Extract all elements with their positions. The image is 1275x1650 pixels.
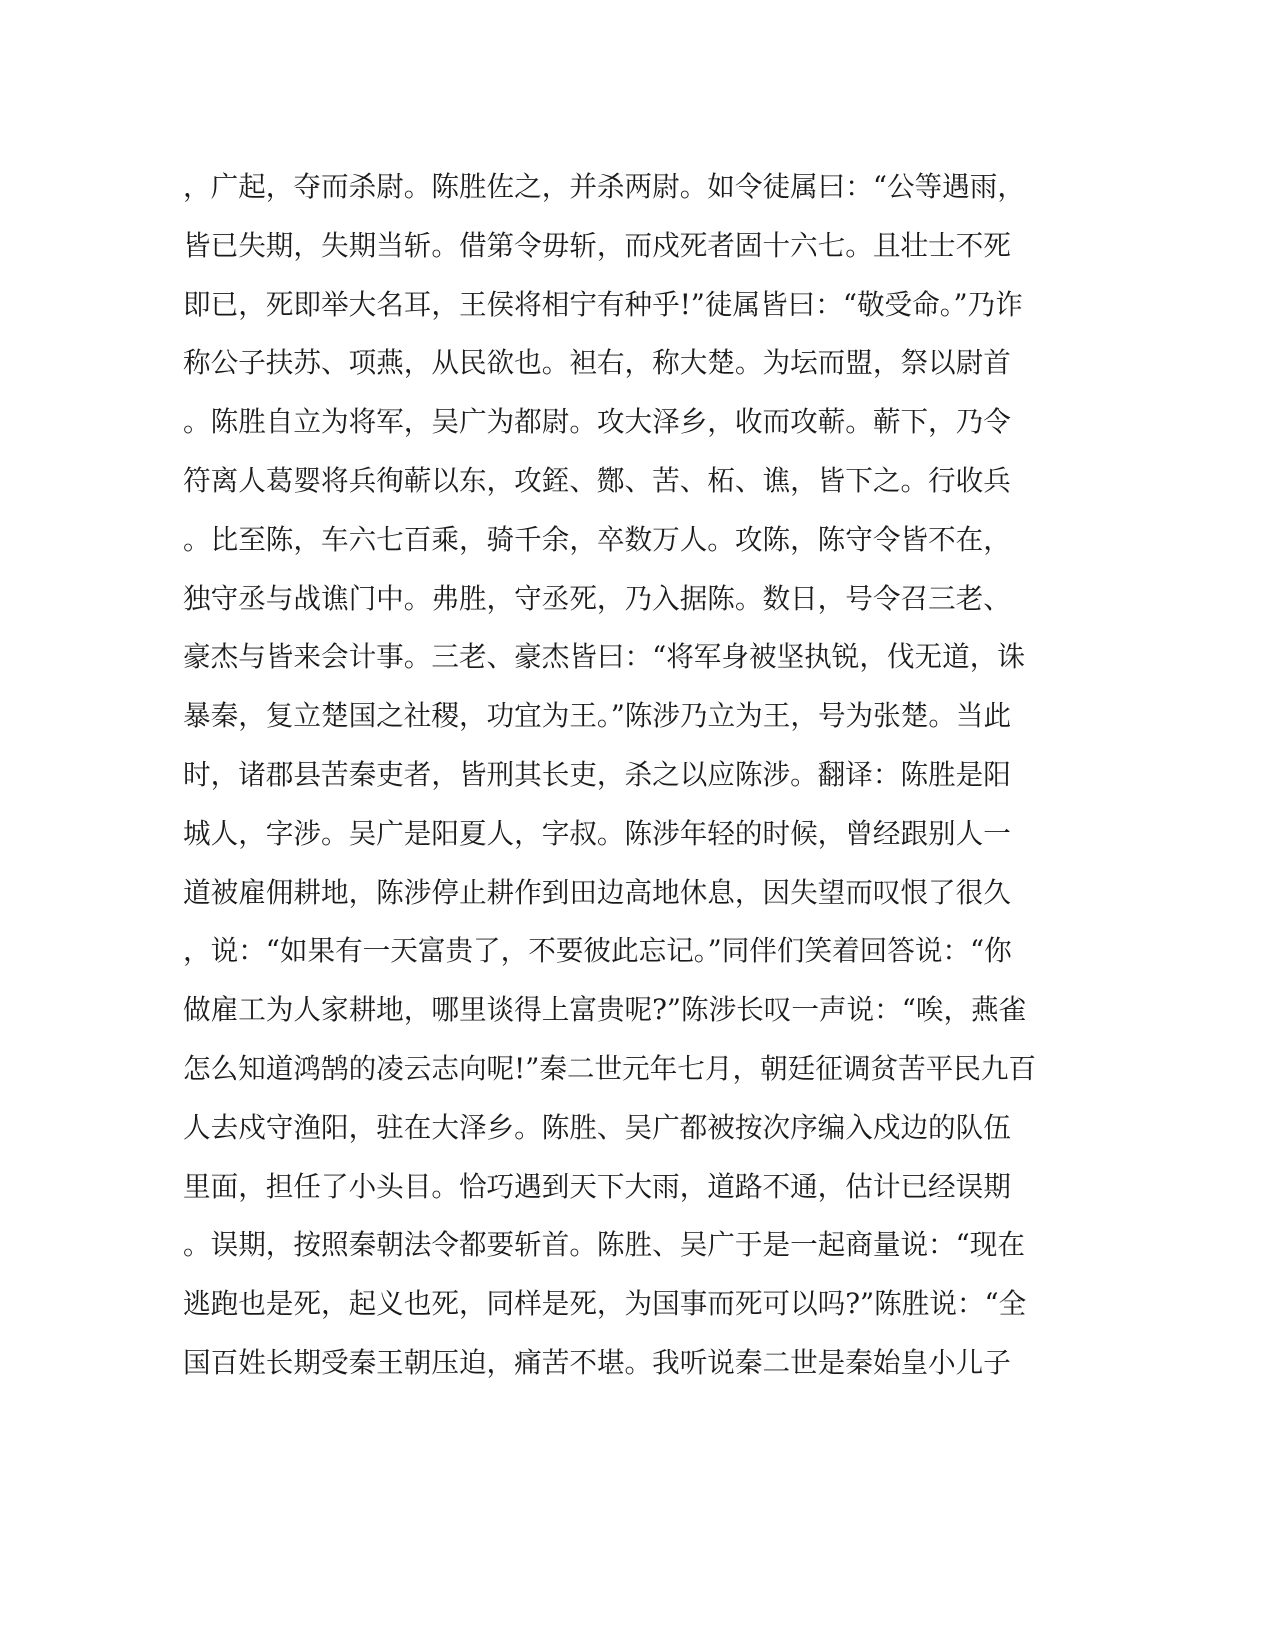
text-line: 独守丞与战谯门中。弗胜，守丞死，乃入据陈。数日，号令召三老、 (183, 581, 1011, 615)
text-line: 。陈胜自立为将军，吴广为都尉。攻大泽乡，收而攻蕲。蕲下，乃令 (183, 405, 1011, 439)
text-line: 做雇工为人家耕地，哪里谈得上富贵呢?”陈涉长叹一声说：“唉，燕雀 (183, 993, 1027, 1027)
text-line: 道被雇佣耕地，陈涉停止耕作到田边高地休息，因失望而叹恨了很久 (183, 875, 1011, 909)
text-line: 称公子扶苏、项燕，从民欲也。袒右，称大楚。为坛而盟，祭以尉首 (183, 346, 1011, 380)
text-line: 。误期，按照秦朝法令都要斩首。陈胜、吴广于是一起商量说：“现在 (183, 1228, 1025, 1262)
text-line: 豪杰与皆来会计事。三老、豪杰皆曰：“将军身被坚执锐，伐无道，诛 (183, 640, 1025, 674)
text-line: 皆已失期，失期当斩。借第令毋斩，而戍死者固十六七。且壮士不死 (183, 228, 1011, 262)
text-line: 城人，字涉。吴广是阳夏人，字叔。陈涉年轻的时候，曾经跟别人一 (183, 816, 1011, 850)
text-line: 人去戍守渔阳，驻在大泽乡。陈胜、吴广都被按次序编入戍边的队伍 (183, 1110, 1011, 1144)
text-line: ，说：“如果有一天富贵了，不要彼此忘记。”同伴们笑着回答说：“你 (183, 934, 1012, 968)
text-line: 怎么知道鸿鹄的凌云志向呢!”秦二世元年七月，朝廷征调贫苦平民九百 (183, 1051, 1037, 1085)
text-line: 符离人葛婴将兵徇蕲以东，攻銍、酂、苦、柘、谯，皆下之。行收兵 (183, 463, 1011, 497)
text-line: 暴秦，复立楚国之社稷，功宜为王。”陈涉乃立为王，号为张楚。当此 (183, 699, 1012, 733)
text-line: 逃跑也是死，起义也死，同样是死，为国事而死可以吗?”陈胜说：“全 (183, 1287, 1027, 1321)
text-line: 里面，担任了小头目。恰巧遇到天下大雨，道路不通，估计已经误期 (183, 1169, 1011, 1203)
text-line: 时，诸郡县苦秦吏者，皆刑其长吏，杀之以应陈涉。翻译：陈胜是阳 (183, 757, 1011, 791)
text-line: 。比至陈，车六七百乘，骑千余，卒数万人。攻陈，陈守令皆不在， (183, 522, 1011, 556)
text-line: 国百姓长期受秦王朝压迫，痛苦不堪。我听说秦二世是秦始皇小儿子 (183, 1345, 1011, 1379)
text-line: 即已，死即举大名耳，王侯将相宁有种乎!”徒属皆曰：“敬受命。”乃诈 (183, 287, 1023, 321)
text-line: ，广起，夺而杀尉。陈胜佐之，并杀两尉。如令徒属曰：“公等遇雨， (183, 170, 1025, 203)
body-text (183, 158, 1043, 1393)
